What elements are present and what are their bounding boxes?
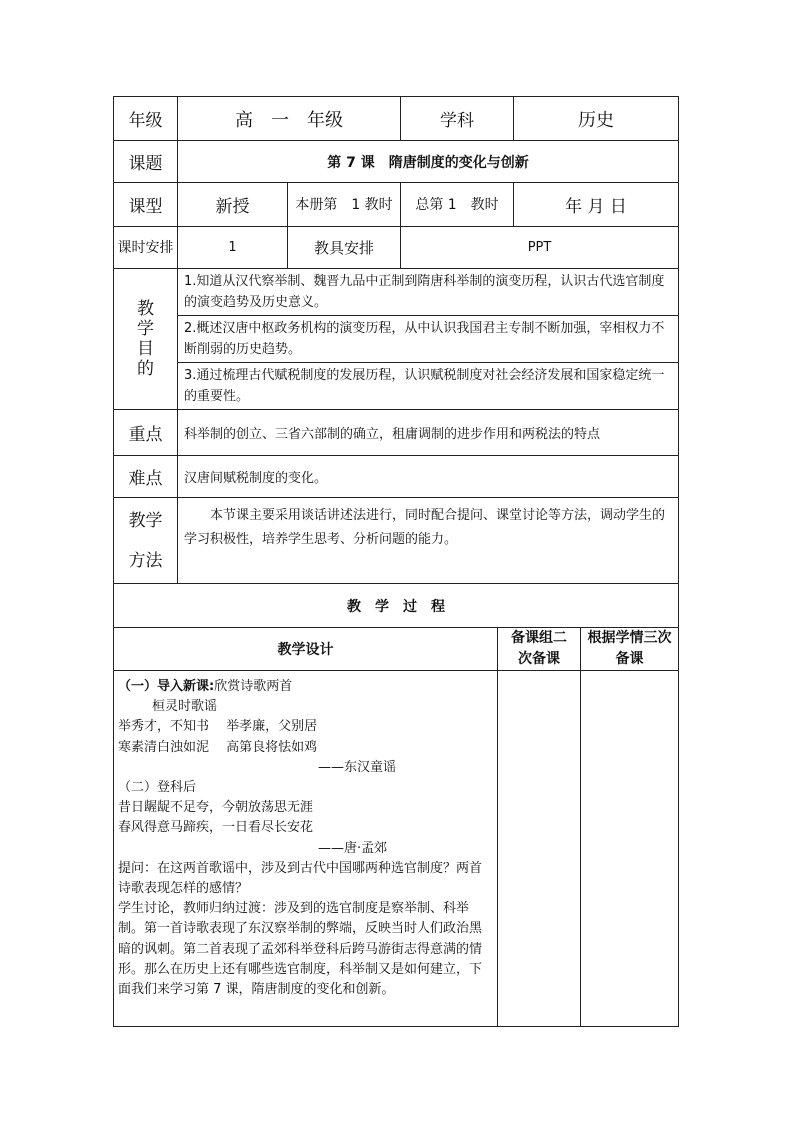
method-row: [114, 498, 679, 584]
topic-value: 第 7 课 隋唐制度的变化与创新: [178, 141, 679, 183]
poem1-line-2: 寒素清白浊如泥 高第良将怯如鸡: [118, 739, 318, 755]
method-value: [178, 498, 679, 584]
poem1-source: ——东汉童谣: [318, 759, 397, 775]
goal-row-1: [114, 269, 679, 316]
method-label: [114, 498, 178, 584]
poem2-line-1: 昔日龌龊不足夸，今朝放荡思无涯: [118, 800, 314, 816]
tools-value: PPT: [401, 227, 679, 269]
topic-label: 课题: [114, 141, 178, 183]
hours-row: [114, 227, 679, 269]
tools-label: 教具安排: [288, 227, 401, 269]
book-lesson: 本册第 1 教时: [288, 183, 401, 227]
col-group: 备课组二次备课: [498, 628, 581, 671]
goal-row-2: [114, 316, 679, 363]
intro-rest: 欣赏诗歌两首: [214, 679, 293, 694]
goal-item-2: 2.概述汉唐中枢政务机构的演变历程，从中认识我国君主专制不断加强，宰相权力不断削弱的历史趋势。: [178, 316, 679, 363]
difficulty-row: [114, 456, 679, 498]
col-design: 教学设计: [114, 628, 498, 671]
process-header-row: [114, 628, 679, 671]
process-title-row: [114, 584, 679, 628]
method-label-line-2: 方法: [128, 550, 163, 571]
type-value: 新授: [178, 183, 288, 227]
method-text: 本节课主要采用谈话讲述法进行，同时配合提问、课堂讨论等方法，调动学生的学习积极性，培养学生思考、分析问题的能力。: [184, 508, 666, 547]
poem2-title: （二）登科后: [118, 780, 197, 796]
topic-row: [114, 141, 679, 183]
group-notes-cell[interactable]: [498, 671, 581, 1027]
poem1-line-1: 举秀才，不知书 举孝廉，父别居: [118, 719, 318, 735]
poem2-source: ——唐·孟郊: [318, 840, 388, 856]
process-body-row: [114, 671, 679, 1027]
difficulty-label: 难点: [114, 456, 178, 498]
goal-row-3: [114, 363, 679, 410]
design-content: [114, 671, 498, 1027]
key-point-label: 重点: [114, 410, 178, 456]
lesson-plan-table: [113, 96, 679, 1027]
difficulty-value: 汉唐间赋税制度的变化。: [178, 456, 679, 498]
process-title: 教 学 过 程: [114, 584, 679, 628]
poem1-title: 桓灵时歌谣: [152, 699, 218, 715]
key-point-row: [114, 410, 679, 456]
intro-line: [118, 677, 493, 697]
intro-heading: （一）导入新课:: [118, 679, 215, 694]
subject-value: 历史: [514, 97, 679, 141]
method-label-line-1: 教学: [128, 510, 163, 531]
type-row: [114, 183, 679, 227]
lesson-date: 年 月 日: [514, 183, 679, 227]
question-text: 提问：在这两首歌谣中，涉及到古代中国哪两种选官制度？两首诗歌表现怎样的感情？: [118, 860, 483, 897]
hours-value: 1: [178, 227, 288, 269]
col-adjust: 根据学情三次备课: [581, 628, 679, 671]
key-point-value: 科举制的创立、三省六部制的确立，租庸调制的进步作用和两税法的特点: [178, 410, 679, 456]
hours-label: 课时安排: [114, 227, 178, 269]
grade-value: 高 一 年级: [178, 97, 401, 141]
goal-item-3: 3.通过梳理古代赋税制度的发展历程，认识赋税制度对社会经济发展和国家稳定统一的重要性。: [178, 363, 679, 410]
subject-label: 学科: [401, 97, 514, 141]
type-label: 课型: [114, 183, 178, 227]
grade-label: 年级: [114, 97, 178, 141]
adjust-notes-cell[interactable]: [581, 671, 679, 1027]
poem2-line-2: 春风得意马蹄疾，一日看尽长安花: [118, 820, 314, 836]
answer-text: 学生讨论，教师归纳过渡：涉及到的选官制度是察举制、科举制。第一首诗歌表现了东汉察举制的弊端，反映当时人们政治黑暗的讽刺。第二首表现了孟郊科举登科后跨马游街志得意满的情形。那么在历史上还有哪些选官制度，科举制又是如何建立，下面我们来学习第 7 课，隋唐制度的变化和创新。: [118, 901, 483, 998]
grade-row: [114, 97, 679, 141]
goals-label: 教学目的: [114, 269, 178, 410]
total-lesson: 总第 1 教时: [401, 183, 514, 227]
goal-item-1: 1.知道从汉代察举制、魏晋九品中正制到隋唐科举制的演变历程，认识古代选官制度的演变趋势及历史意义。: [178, 269, 679, 316]
